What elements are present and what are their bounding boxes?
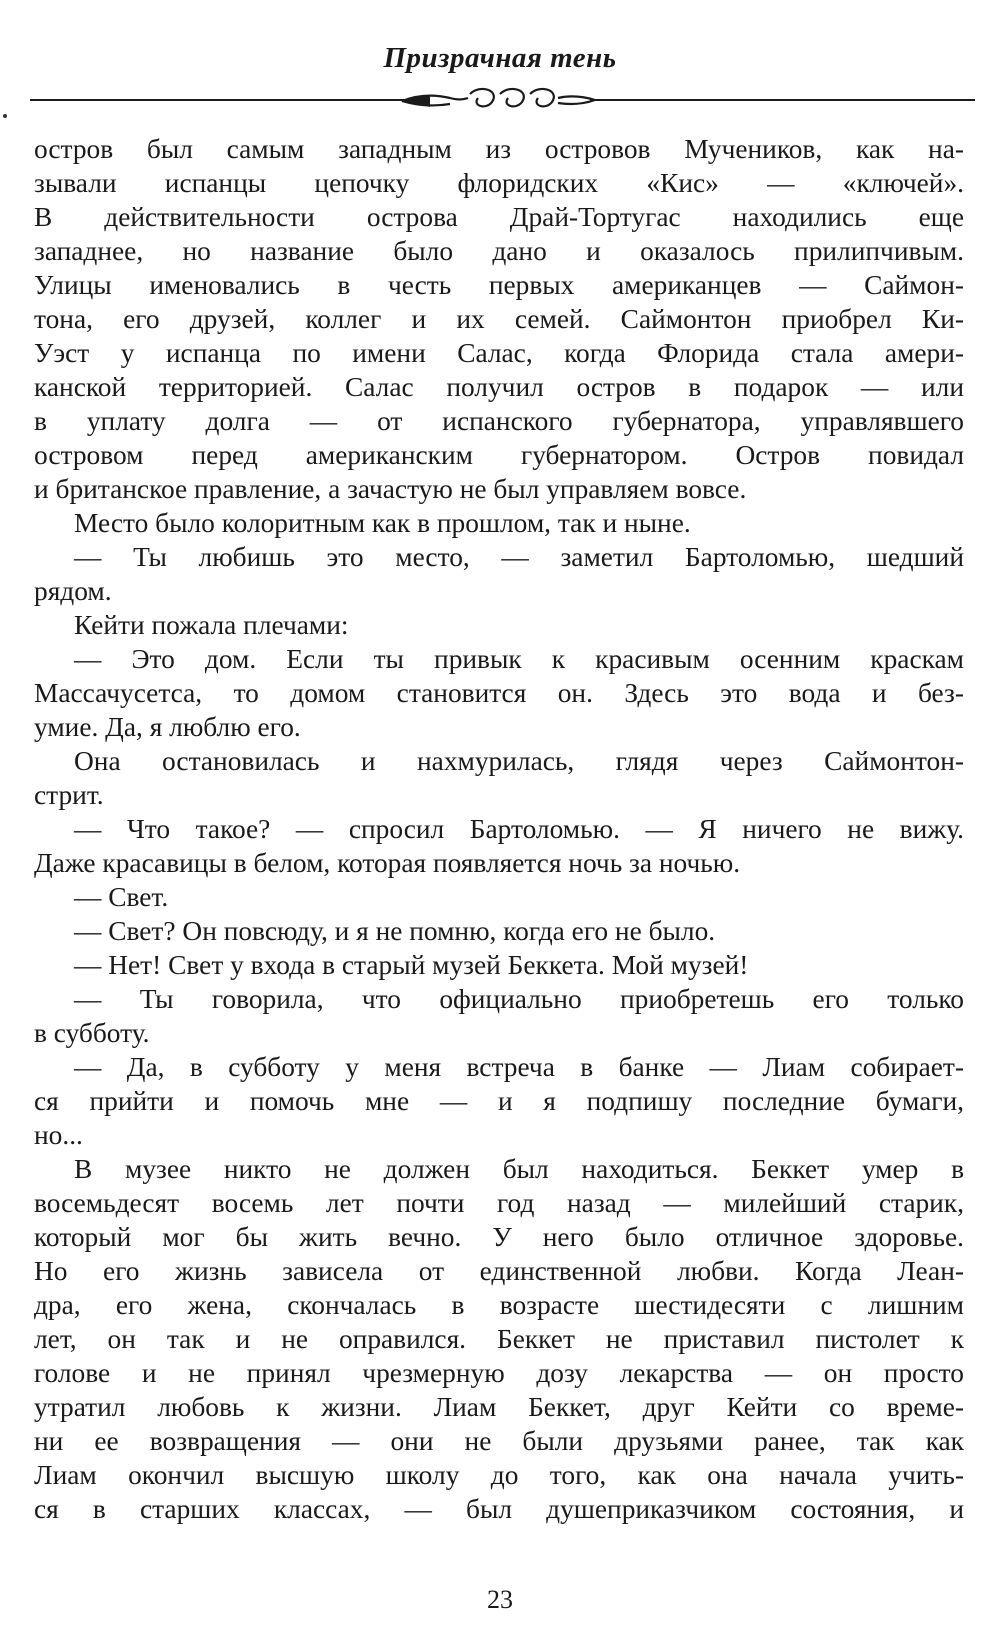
text-line: ся в старших классах, — был душеприказчиком состояния, и — [34, 1494, 964, 1524]
ornament-flourish — [402, 89, 595, 106]
text-line: западнее, но название было дано и оказалось прилипчивым. — [34, 236, 964, 266]
text-line: и британское правление, а зачастую не был управляем вовсе. — [34, 474, 747, 504]
text-line: ся прийти и помочь мне — и я подпишу последние бумаги, — [34, 1086, 964, 1116]
scroll-ornament-icon — [30, 86, 975, 114]
text-line: — Свет. — [74, 882, 169, 912]
text-line: голове и не принял чрезмерную дозу лекарства — он просто — [34, 1358, 964, 1388]
text-line: тона, его друзей, коллег и их семей. Саймонтон приобрел Ки- — [34, 304, 964, 334]
scan-mark — [3, 114, 7, 118]
text-line: в уплату долга — от испанского губернатора, управлявшего — [34, 406, 964, 436]
body-text — [34, 132, 964, 1526]
text-line: Улицы именовались в честь первых американцев — Саймон- — [34, 270, 964, 300]
text-line: — Что такое? — спросил Бартоломью. — Я ничего не вижу. — [74, 814, 964, 844]
text-line: который мог бы жить вечно. У него было отличное здоровье. — [34, 1222, 964, 1252]
text-line: — Свет? Он повсюду, и я не помню, когда его не было. — [74, 916, 716, 946]
text-line: Массачусетса, то домом становится он. Здесь это вода и без- — [34, 678, 964, 708]
text-line: — Ты любишь это место, — заметил Бартоломью, шедший — [74, 542, 964, 572]
text-line: в субботу. — [34, 1018, 150, 1048]
page-number: 23 — [487, 1585, 513, 1614]
text-line: но... — [34, 1120, 83, 1150]
text-line: умие. Да, я люблю его. — [34, 712, 301, 742]
text-line: В музее никто не должен был находиться. Беккет умер в — [74, 1154, 964, 1184]
text-line: лет, он так и не оправился. Беккет не приставил пистолет к — [34, 1324, 964, 1354]
text-line: Лиам окончил высшую школу до того, как она начала учить- — [34, 1460, 964, 1490]
text-line: — Да, в субботу у меня встреча в банке — Лиам собирает- — [74, 1052, 964, 1082]
text-line: — Нет! Свет у входа в старый музей Беккета. Мой музей! — [74, 950, 749, 980]
text-line: восемьдесят восемь лет почти год назад — милейший старик, — [34, 1188, 964, 1218]
text-line: — Это дом. Если ты привык к красивым осенним краскам — [74, 644, 964, 674]
text-line: стрит. — [34, 780, 104, 810]
text-line: Но его жизнь зависела от единственной любви. Когда Леан- — [34, 1256, 964, 1286]
text-line: зывали испанцы цепочку флоридских «Кис» — «ключей». — [34, 168, 964, 198]
text-line: дра, его жена, скончалась в возрасте шестидесяти с лишним — [34, 1290, 964, 1320]
text-line: ни ее возвращения — они не были друзьями ранее, так как — [34, 1426, 964, 1456]
text-line: — Ты говорила, что официально приобретешь его только — [74, 984, 964, 1014]
text-line: рядом. — [34, 576, 112, 606]
text-line: канской территорией. Салас получил остров в подарок — или — [34, 372, 964, 402]
text-line: Место было колоритным как в прошлом, так и ныне. — [74, 508, 691, 538]
text-line: островом перед американским губернатором. Остров повидал — [34, 440, 964, 470]
text-line: Она остановилась и нахмурилась, глядя через Саймонтон- — [74, 746, 964, 776]
text-line: Даже красавицы в белом, которая появляется ночь за ночью. — [34, 848, 741, 878]
text-line: Уэст у испанца по имени Салас, когда Флорида стала амери- — [34, 338, 964, 368]
text-line: Кейти пожала плечами: — [74, 610, 349, 640]
text-line: остров был самым западным из островов Мучеников, как на- — [34, 134, 964, 164]
running-title: Призрачная тень — [383, 42, 617, 74]
text-line: В действительности острова Драй-Тортугас находились еще — [34, 202, 964, 232]
text-line: утратил любовь к жизни. Лиам Беккет, друг Кейти со време- — [34, 1392, 964, 1422]
